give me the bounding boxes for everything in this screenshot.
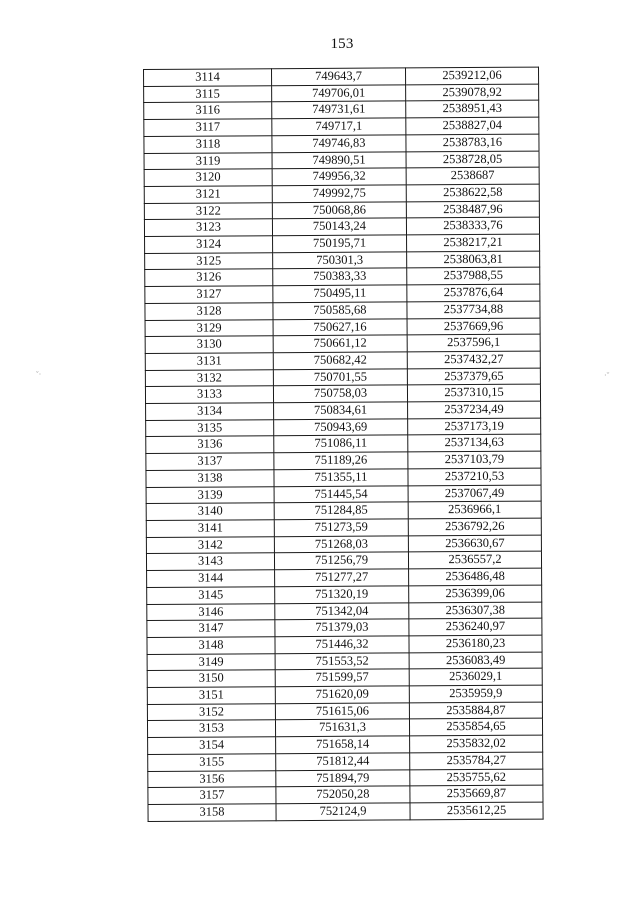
- x-coordinate-cell: 750495,11: [273, 285, 407, 303]
- y-coordinate-cell: 2539078,92: [406, 84, 539, 102]
- y-coordinate-cell: 2539212,06: [405, 67, 538, 85]
- x-coordinate-cell: 751189,26: [274, 452, 408, 470]
- y-coordinate-cell: 2537210,53: [408, 468, 541, 486]
- point-number-cell: 3156: [148, 770, 276, 787]
- y-coordinate-cell: 2538687: [406, 167, 539, 185]
- point-number-cell: 3155: [148, 754, 276, 771]
- x-coordinate-cell: 751256,79: [274, 552, 408, 570]
- table-row: [145, 301, 540, 320]
- point-number-cell: 3120: [144, 169, 272, 186]
- point-number-cell: 3122: [144, 202, 272, 219]
- point-number-cell: 3135: [146, 419, 274, 436]
- table-row: [144, 167, 539, 186]
- point-number-cell: 3144: [147, 570, 275, 587]
- y-coordinate-cell: 2535755,62: [410, 769, 543, 787]
- table-row: [147, 685, 542, 704]
- point-number-cell: 3143: [146, 553, 274, 570]
- point-number-cell: 3148: [147, 637, 275, 654]
- y-coordinate-cell: 2536486,48: [409, 568, 542, 586]
- point-number-cell: 3151: [147, 687, 275, 704]
- scan-artifact-mark: ˇ·: [36, 370, 42, 379]
- y-coordinate-cell: 2538951,43: [406, 100, 539, 118]
- x-coordinate-cell: 751631,3: [275, 719, 409, 737]
- point-number-cell: 3119: [144, 152, 272, 169]
- y-coordinate-cell: 2537379,65: [407, 368, 540, 386]
- y-coordinate-cell: 2535612,25: [410, 802, 543, 820]
- x-coordinate-cell: 751320,19: [275, 586, 409, 604]
- table-row: [147, 702, 542, 721]
- y-coordinate-cell: 2538217,21: [407, 234, 540, 252]
- point-number-cell: 3154: [148, 737, 276, 754]
- x-coordinate-cell: 749717,1: [272, 118, 406, 136]
- table-row: [145, 384, 540, 403]
- x-coordinate-cell: 749956,32: [272, 168, 406, 186]
- x-coordinate-cell: 749746,83: [272, 135, 406, 153]
- x-coordinate-cell: 751086,11: [274, 435, 408, 453]
- table-row: [146, 535, 541, 554]
- x-coordinate-cell: 750301,3: [273, 252, 407, 270]
- y-coordinate-cell: 2537234,49: [408, 401, 541, 419]
- table-row: [144, 151, 539, 170]
- y-coordinate-cell: 2535784,27: [410, 752, 543, 770]
- y-coordinate-cell: 2535832,02: [410, 735, 543, 753]
- x-coordinate-cell: 751342,04: [275, 602, 409, 620]
- table-row: [146, 485, 541, 504]
- x-coordinate-cell: 749890,51: [272, 151, 406, 169]
- y-coordinate-cell: 2535959,9: [409, 685, 542, 703]
- y-coordinate-cell: 2537734,88: [407, 301, 540, 319]
- coordinates-table-body: [144, 67, 544, 821]
- y-coordinate-cell: 2537310,15: [407, 384, 540, 402]
- y-coordinate-cell: 2537596,1: [407, 334, 540, 352]
- table-row: [144, 67, 539, 86]
- x-coordinate-cell: 750701,55: [273, 369, 407, 387]
- x-coordinate-cell: 751445,54: [274, 485, 408, 503]
- y-coordinate-cell: 2538827,04: [406, 117, 539, 135]
- x-coordinate-cell: 751658,14: [276, 736, 410, 754]
- table-row: [145, 368, 540, 387]
- point-number-cell: 3142: [146, 536, 274, 553]
- y-coordinate-cell: 2536307,38: [409, 602, 542, 620]
- y-coordinate-cell: 2535854,65: [409, 718, 542, 736]
- table-row: [147, 602, 542, 621]
- point-number-cell: 3141: [146, 520, 274, 537]
- point-number-cell: 3116: [144, 102, 272, 119]
- table-row: [146, 418, 541, 437]
- x-coordinate-cell: 751615,06: [275, 703, 409, 721]
- point-number-cell: 3118: [144, 136, 272, 153]
- x-coordinate-cell: 751284,85: [274, 502, 408, 520]
- point-number-cell: 3145: [147, 587, 275, 604]
- point-number-cell: 3136: [146, 436, 274, 453]
- table-row: [147, 585, 542, 604]
- x-coordinate-cell: 750834,61: [274, 402, 408, 420]
- point-number-cell: 3139: [146, 486, 274, 503]
- y-coordinate-cell: 2536557,2: [408, 551, 541, 569]
- x-coordinate-cell: 751379,03: [275, 619, 409, 637]
- x-coordinate-cell: 751355,11: [274, 469, 408, 487]
- table-row: [146, 435, 541, 454]
- x-coordinate-cell: 750585,68: [273, 302, 407, 320]
- y-coordinate-cell: 2536029,1: [409, 668, 542, 686]
- y-coordinate-cell: 2536399,06: [409, 585, 542, 603]
- table-row: [145, 234, 540, 253]
- x-coordinate-cell: 750383,33: [273, 268, 407, 286]
- table-row: [144, 134, 539, 153]
- y-coordinate-cell: 2538487,96: [406, 201, 539, 219]
- table-row: [145, 251, 540, 270]
- point-number-cell: 3140: [146, 503, 274, 520]
- x-coordinate-cell: 751894,79: [276, 769, 410, 787]
- y-coordinate-cell: 2537432,27: [407, 351, 540, 369]
- point-number-cell: 3125: [145, 252, 273, 269]
- x-coordinate-cell: 750758,03: [273, 385, 407, 403]
- y-coordinate-cell: 2536240,97: [409, 618, 542, 636]
- point-number-cell: 3146: [147, 603, 275, 620]
- point-number-cell: 3157: [148, 787, 276, 804]
- table-row: [148, 785, 543, 804]
- point-number-cell: 3133: [145, 386, 273, 403]
- y-coordinate-cell: 2536180,23: [409, 635, 542, 653]
- point-number-cell: 3149: [147, 653, 275, 670]
- x-coordinate-cell: 751620,09: [275, 686, 409, 704]
- point-number-cell: 3115: [144, 85, 272, 102]
- x-coordinate-cell: 750195,71: [273, 235, 407, 253]
- x-coordinate-cell: 749992,75: [272, 185, 406, 203]
- point-number-cell: 3131: [145, 353, 273, 370]
- point-number-cell: 3153: [147, 720, 275, 737]
- table-row: [144, 184, 539, 203]
- point-number-cell: 3150: [147, 670, 275, 687]
- y-coordinate-cell: 2537103,79: [408, 451, 541, 469]
- point-number-cell: 3124: [145, 236, 273, 253]
- x-coordinate-cell: 751268,03: [274, 536, 408, 554]
- point-number-cell: 3114: [144, 69, 272, 86]
- table-row: [144, 201, 539, 220]
- table-row: [146, 501, 541, 520]
- point-number-cell: 3126: [145, 269, 273, 286]
- x-coordinate-cell: 751277,27: [275, 569, 409, 587]
- y-coordinate-cell: 2538728,05: [406, 151, 539, 169]
- y-coordinate-cell: 2537876,64: [407, 284, 540, 302]
- table-row: [145, 284, 540, 303]
- y-coordinate-cell: 2536083,49: [409, 652, 542, 670]
- x-coordinate-cell: 750627,16: [273, 318, 407, 336]
- point-number-cell: 3123: [144, 219, 272, 236]
- table-row: [145, 334, 540, 353]
- y-coordinate-cell: 2538063,81: [407, 251, 540, 269]
- point-number-cell: 3117: [144, 119, 272, 136]
- y-coordinate-cell: 2536966,1: [408, 501, 541, 519]
- y-coordinate-cell: 2535669,87: [410, 785, 543, 803]
- y-coordinate-cell: 2537067,49: [408, 485, 541, 503]
- table-row: [145, 351, 540, 370]
- table-row: [146, 401, 541, 420]
- x-coordinate-cell: 750143,24: [272, 218, 406, 236]
- table-row: [148, 735, 543, 754]
- table-row: [148, 769, 543, 788]
- x-coordinate-cell: 750068,86: [272, 202, 406, 220]
- point-number-cell: 3152: [147, 703, 275, 720]
- point-number-cell: 3147: [147, 620, 275, 637]
- y-coordinate-cell: 2536792,26: [408, 518, 541, 536]
- table-row: [147, 718, 542, 737]
- coordinates-table: [143, 67, 544, 822]
- y-coordinate-cell: 2537669,96: [407, 318, 540, 336]
- point-number-cell: 3121: [144, 186, 272, 203]
- point-number-cell: 3132: [145, 369, 273, 386]
- point-number-cell: 3158: [148, 804, 276, 821]
- page-number: 153: [330, 36, 354, 52]
- y-coordinate-cell: 2538783,16: [406, 134, 539, 152]
- y-coordinate-cell: 2538333,76: [406, 217, 539, 235]
- table-row: [146, 518, 541, 537]
- x-coordinate-cell: 750661,12: [273, 335, 407, 353]
- point-number-cell: 3130: [145, 336, 273, 353]
- table-row: [145, 268, 540, 287]
- table-row: [144, 217, 539, 236]
- table-row: [145, 318, 540, 337]
- point-number-cell: 3128: [145, 303, 273, 320]
- table-row: [147, 568, 542, 587]
- table-row: [144, 84, 539, 103]
- y-coordinate-cell: 2538622,58: [406, 184, 539, 202]
- scan-artifact-mark: ·ˇ: [604, 371, 610, 380]
- table-row: [144, 100, 539, 119]
- x-coordinate-cell: 752124,9: [276, 803, 410, 821]
- x-coordinate-cell: 749731,61: [272, 101, 406, 119]
- x-coordinate-cell: 751599,57: [275, 669, 409, 687]
- table-row: [148, 802, 543, 821]
- y-coordinate-cell: 2537173,19: [408, 418, 541, 436]
- point-number-cell: 3129: [145, 319, 273, 336]
- table-row: [147, 635, 542, 654]
- table-row: [147, 668, 542, 687]
- x-coordinate-cell: 751446,32: [275, 636, 409, 654]
- x-coordinate-cell: 751553,52: [275, 652, 409, 670]
- y-coordinate-cell: 2535884,87: [409, 702, 542, 720]
- point-number-cell: 3127: [145, 286, 273, 303]
- table-row: [148, 752, 543, 771]
- table-row: [146, 468, 541, 487]
- x-coordinate-cell: 751812,44: [276, 753, 410, 771]
- x-coordinate-cell: 750682,42: [273, 352, 407, 370]
- table-row: [144, 117, 539, 136]
- point-number-cell: 3138: [146, 470, 274, 487]
- x-coordinate-cell: 751273,59: [274, 519, 408, 537]
- x-coordinate-cell: 750943,69: [274, 419, 408, 437]
- table-row: [147, 618, 542, 637]
- point-number-cell: 3134: [146, 403, 274, 420]
- x-coordinate-cell: 749706,01: [272, 85, 406, 103]
- y-coordinate-cell: 2536630,67: [408, 535, 541, 553]
- x-coordinate-cell: 749643,7: [272, 68, 406, 86]
- y-coordinate-cell: 2537134,63: [408, 435, 541, 453]
- table-row: [146, 451, 541, 470]
- point-number-cell: 3137: [146, 453, 274, 470]
- table-row: [146, 551, 541, 570]
- table-row: [147, 652, 542, 671]
- x-coordinate-cell: 752050,28: [276, 786, 410, 804]
- y-coordinate-cell: 2537988,55: [407, 268, 540, 286]
